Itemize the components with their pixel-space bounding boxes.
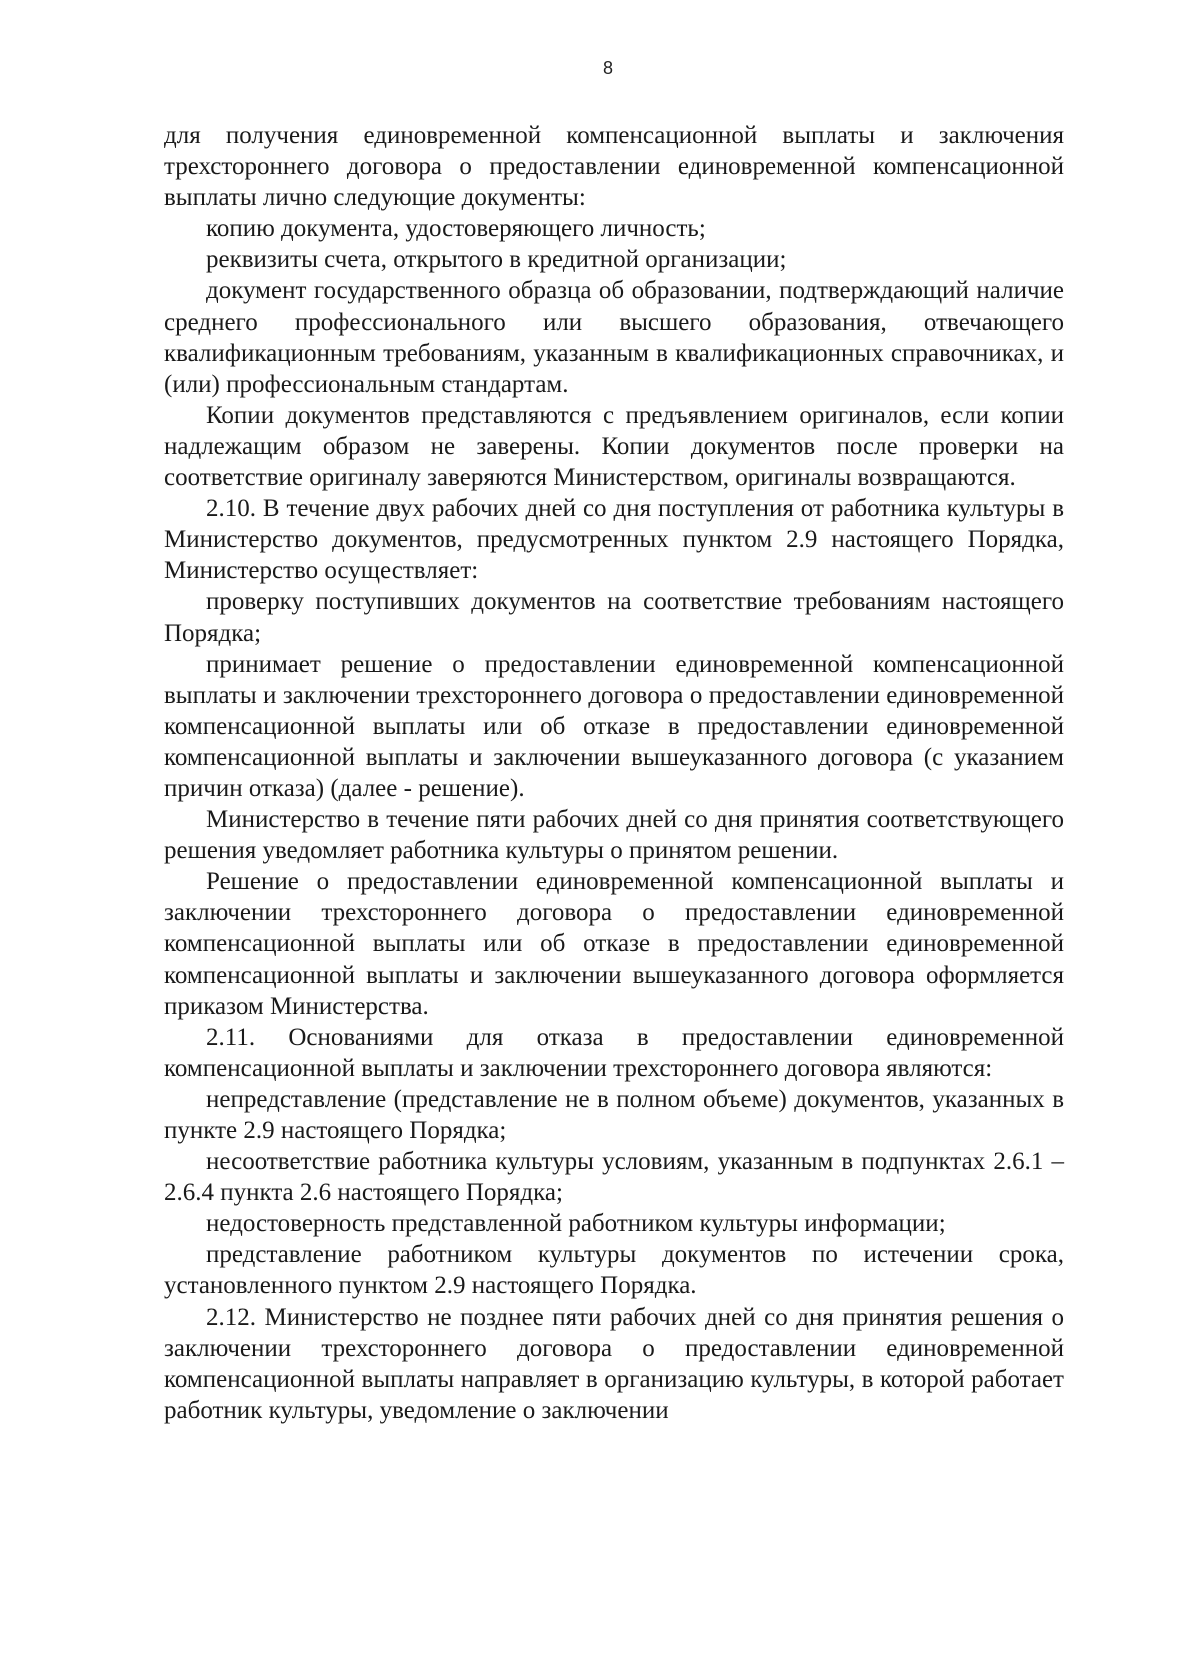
list-item-identity-document: копию документа, удостоверяющего личность;: [206, 215, 706, 243]
list-item-education-document: документ государственного образца об образовании, подтверждающий наличие среднего профессионального или высшего образования, отвечающего квалификационным требованиям, указанным в квалификационных справочниках, и (или) профессиональным стандартам.: [164, 277, 1064, 398]
paragraph-decision-order: Решение о предоставлении единовременной компенсационной выплаты и заключении трехстороннего договора о предоставлении единовременной компенсационной выплаты или об отказе в предоставлении единовременной компенсационной выплаты и заключении вышеуказанного договора оформляется приказом Министерства.: [164, 868, 1064, 1020]
paragraph-2-12: 2.12. Министерство не позднее пяти рабочих дней со дня принятия решения о заключении трехстороннего договора о предоставлении единовременной компенсационной выплаты направляет в организацию культуры, в которой работает работник культуры, уведомление о заключении: [164, 1303, 1064, 1424]
list-item-refusal-late: представление работником культуры документов по истечении срока, установленного пунктом 2.9 настоящего Порядка.: [164, 1241, 1064, 1300]
paragraph-notification: Министерство в течение пяти рабочих дней со дня принятия соответствующего решения уведомляет работника культуры о принятом решении.: [164, 806, 1064, 865]
list-item-bank-details: реквизиты счета, открытого в кредитной организации;: [206, 246, 787, 274]
paragraph-2-10: 2.10. В течение двух рабочих дней со дня поступления от работника культуры в Министерство документов, предусмотренных пунктом 2.9 настоящего Порядка, Министерство осуществляет:: [164, 495, 1064, 585]
paragraph-2-11: 2.11. Основаниями для отказа в предоставлении единовременной компенсационной выплаты и заключении трехстороннего договора являются:: [164, 1023, 1064, 1082]
page-number: 8: [602, 58, 613, 78]
document-body: [164, 120, 1064, 1426]
paragraph-copies: Копии документов представляются с предъявлением оригиналов, если копии надлежащим образом не заверены. Копии документов после проверки на соответствие оригиналу заверяются Министерством, оригиналы возвращаются.: [164, 401, 1064, 492]
list-item-decision: принимает решение о предоставлении единовременной компенсационной выплаты и заключении трехстороннего договора о предоставлении единовременной компенсационной выплаты или об отказе в предоставлении единовременной компенсационной выплаты и заключении вышеуказанного договора (с указанием причин отказа) (далее - решение).: [164, 650, 1064, 802]
list-item-refusal-incomplete: непредставление (представление не в полном объеме) документов, указанных в пункте 2.9 настоящего Порядка;: [164, 1085, 1064, 1144]
list-item-refusal-unreliable: недостоверность представленной работником культуры информации;: [206, 1210, 946, 1238]
paragraph-continuation: для получения единовременной компенсационной выплаты и заключения трехстороннего договора о предоставлении единовременной компенсационной выплаты лично следующие документы:: [164, 122, 1064, 212]
list-item-document-check: проверку поступивших документов на соответствие требованиям настоящего Порядка;: [164, 588, 1064, 647]
list-item-refusal-nonconformity: несоответствие работника культуры условиям, указанным в подпунктах 2.6.1 – 2.6.4 пункта 2.6 настоящего Порядка;: [164, 1148, 1064, 1207]
